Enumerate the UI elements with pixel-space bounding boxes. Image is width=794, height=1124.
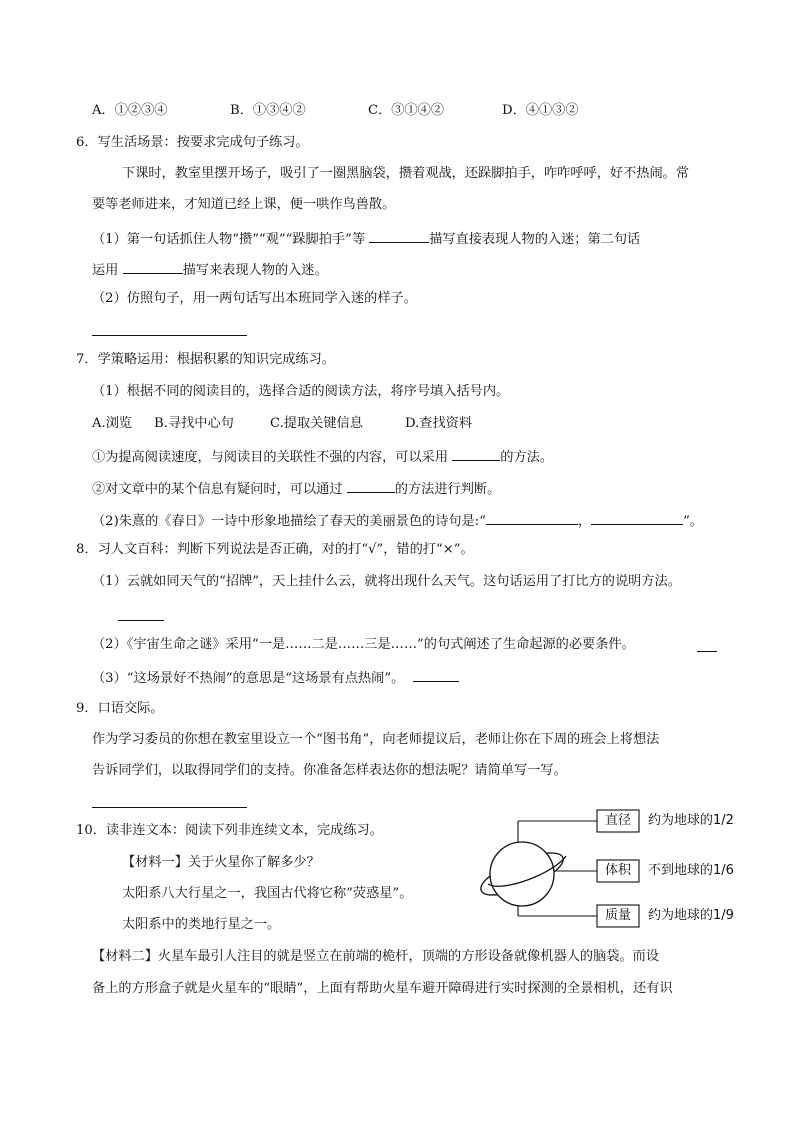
q6-title: 6．写生活场景：按要求完成句子练习。 [76,135,309,150]
q10-material-1-line-2: 太阳系中的类地行星之一。 [122,917,281,932]
q10-title: 10．读非连文本：阅读下列非连续文本，完成练习。 [76,823,383,838]
q7-item-1-text-a: ①为提高阅读速度，与阅读目的关联性不强的内容，可以采用 [92,450,449,465]
q7-part2-end: ”。 [683,514,704,529]
q6-part1-text-a: （1）第一句话抓住人物“攒”“观”“跺脚拍手”等 [92,232,366,247]
q7-part2-sep: ， [577,514,592,529]
q10-material-1-title: 【材料一】关于火星你了解多少？ [122,855,320,870]
q7-answer-blank-3[interactable] [486,510,578,525]
q8-answer-blank-2[interactable] [697,651,717,652]
q7-answer-blank-1[interactable] [452,446,500,461]
q7-option-b: B.寻找中心句 [154,416,234,431]
diameter-value: 约为地球的1/2 [648,813,734,828]
q10-material-2-line-2: 备上的方形盒子就是火星车的“眼睛”，上面有帮助火星车避开障碍进行实时探测的全景相机，还有识 [92,981,673,996]
q7-part2 [92,510,703,531]
q7-item-2 [92,478,500,499]
q8-statement-3-text: （3）“这场景好不热闹”的意思是“这场景有点热闹”。 [92,671,405,686]
q7-option-a: A.浏览 [92,416,133,431]
q8-statement-1: （1）云就如同天气的“招牌”，天上挂什么云，就将出现什么天气。这句话运用了打比方的说明方法。 [92,574,681,589]
q6-answer-blank-1[interactable] [369,228,429,243]
q8-title: 8．习人文百科：判断下列说法是否正确，对的打“√”，错的打“×”。 [76,542,474,557]
q5-option-b: B．①③④② [230,103,306,118]
q9-paragraph-line-2: 告诉同学们，以取得同学们的支持。你准备怎样表达你的想法呢？请简单写一写。 [92,763,567,778]
q9-title: 9．口语交际。 [76,701,164,716]
planet-icon [476,842,568,906]
mass-label: 质量 [604,908,631,923]
q6-part1-text-c: 运用 [92,263,119,278]
q6-part1-line-2 [92,259,328,280]
q8-answer-blank-3[interactable] [413,667,459,682]
mass-value: 约为地球的1/9 [648,908,734,923]
q7-answer-blank-2[interactable] [347,478,395,493]
q7-part1: （1）根据不同的阅读目的，选择合适的阅读方法，将序号填入括号内。 [92,384,510,399]
q7-answer-blank-4[interactable] [591,510,683,525]
q9-paragraph-line-1: 作为学习委员的你想在教室里设立一个“图书角”，向老师提议后，老师让你在下周的班会上将想法 [92,732,660,747]
q6-part1-text-b: 描写直接表现人物的入迷；第二句话 [429,232,641,247]
q6-passage-line-1: 下课时，教室里摆开场子，吸引了一圈黑脑袋，攒着观战，还跺脚拍手，咋咋呼呼，好不热闹。常 [122,166,690,181]
diameter-label: 直径 [604,813,631,828]
q8-statement-2: （2）《宇宙生命之谜》采用“一是……二是……三是……”的句式阐述了生命起源的必要条件。 [92,637,635,652]
q5-option-a: A．①②③④ [92,103,168,118]
q6-answer-blank-2[interactable] [123,259,183,274]
q6-answer-line[interactable] [92,335,247,336]
q7-item-2-text-a: ②对文章中的某个信息有疑问时，可以通过 [92,482,343,497]
q10-material-1-line-1: 太阳系八大行星之一，我国古代将它称“荧惑星”。 [122,886,413,901]
q7-option-c: C.提取关键信息 [270,416,363,431]
q7-item-1 [92,446,553,467]
volume-label: 体积 [604,863,631,878]
q6-part1-line-1 [92,228,640,249]
q7-item-1-text-b: 的方法。 [500,450,554,465]
mars-diagram [470,808,770,932]
q6-passage-line-2: 要等老师进来，才知道已经上课，便一哄作鸟兽散。 [92,197,396,212]
q9-answer-line[interactable] [92,807,247,808]
q7-option-d: D.查找资料 [405,416,473,431]
q5-option-d: D．④①③② [502,103,579,118]
q7-part2-text-a: （2)朱熹的《春日》一诗中形象地描绘了春天的美丽景色的诗句是:“ [92,514,486,529]
q6-part2: （2）仿照句子，用一两句话写出本班同学入迷的样子。 [92,291,417,306]
q6-part1-text-d: 描写来表现人物的入迷。 [182,263,328,278]
q5-option-c: C．③①④② [368,103,445,118]
q7-item-2-text-b: 的方法进行判断。 [394,482,501,497]
q10-material-2-line-1: 【材料二】火星车最引人注目的就是竖立在前端的桅杆，顶端的方形设备就像机器人的脑袋。而设 [92,949,660,964]
q8-statement-3 [92,667,459,688]
q7-title: 7．学策略运用：根据积累的知识完成练习。 [76,352,335,367]
volume-value: 不到地球的1/6 [648,863,734,878]
q8-answer-blank-1[interactable] [118,620,164,621]
